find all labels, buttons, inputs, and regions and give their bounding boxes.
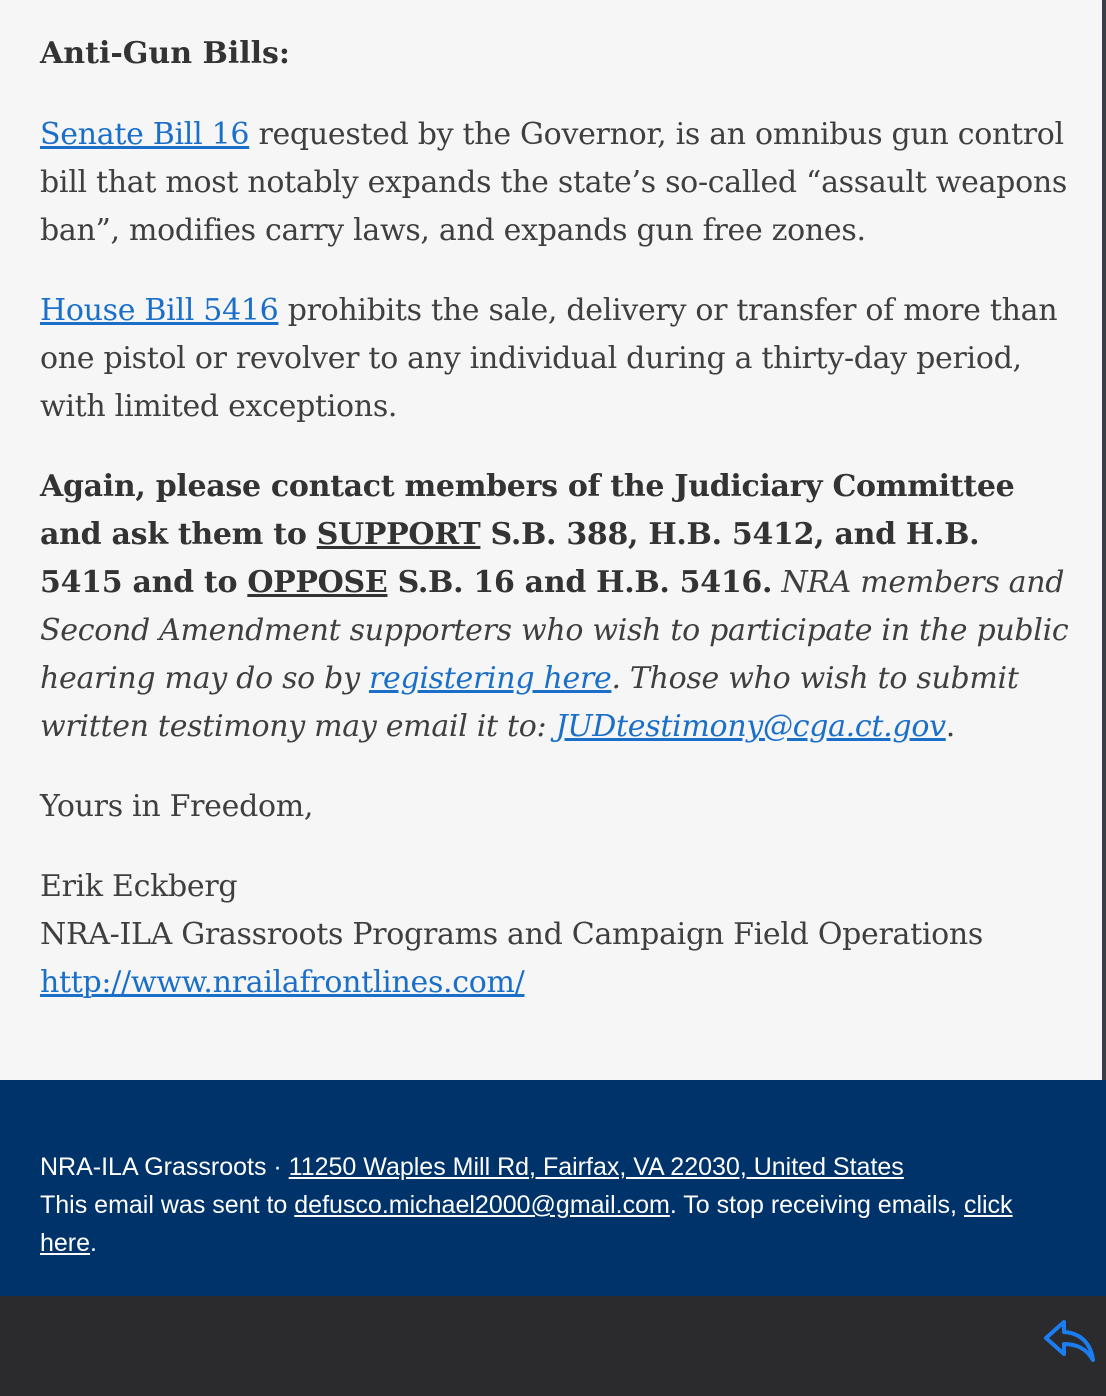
call-to-action-paragraph [40, 463, 1070, 751]
closing: Yours in Freedom, [40, 789, 314, 824]
footer-sent-line [40, 1186, 1066, 1262]
call-text-1: Again, please contact members of the Judiciary Committee and ask them to [40, 469, 1015, 552]
senate-bill-16-link[interactable]: Senate Bill 16 [40, 117, 250, 152]
senate-bill-16-paragraph [40, 111, 1070, 255]
email-footer [0, 1080, 1106, 1296]
testimony-text: . Those who wish to submit written testimony may email it to: [40, 661, 1019, 744]
scroll-edge [1102, 0, 1106, 1080]
footer-end: . [90, 1229, 97, 1257]
unsubscribe-link[interactable]: click here [40, 1191, 1013, 1257]
signature-block [40, 863, 1070, 1007]
footer-address-link[interactable]: 11250 Waples Mill Rd, Fairfax, VA 22030, United States [288, 1153, 904, 1181]
call-end: . [945, 709, 955, 744]
support-text: SUPPORT [316, 517, 481, 552]
testimony-email-link[interactable]: JUDtestimony@cga.ct.gov [555, 709, 946, 744]
footer-stop-text: . To stop receiving emails, [669, 1191, 964, 1219]
registering-here-link[interactable]: registering here [368, 661, 612, 696]
footer-org: NRA-ILA Grassroots · [40, 1153, 289, 1181]
call-text-3: S.B. 16 and H.B. 5416. [387, 565, 773, 600]
bottom-toolbar [0, 1296, 1106, 1396]
reply-button[interactable] [1042, 1316, 1098, 1368]
signature-name: Erik Eckberg [40, 869, 238, 904]
signature-title: NRA-ILA Grassroots Programs and Campaign Field Operations [40, 917, 984, 952]
hearing-text: NRA members and Second Amendment supporters who wish to participate in the public hearing may do so by [40, 565, 1069, 696]
call-text-2: S.B. 388, H.B. 5412, and H.B. 5415 and to [40, 517, 980, 600]
house-bill-5416-paragraph [40, 287, 1070, 431]
frontlines-url-link[interactable]: http://www.nrailafrontlines.com/ [40, 965, 525, 1000]
section-heading: Anti-Gun Bills: [40, 36, 290, 71]
reply-icon [1042, 1316, 1098, 1368]
house-bill-5416-text: prohibits the sale, delivery or transfer of more than one pistol or revolver to any individual during a thirty-day period, with limited exceptions. [40, 293, 1058, 424]
oppose-text: OPPOSE [247, 565, 388, 600]
footer-sent-prefix: This email was sent to [40, 1191, 295, 1219]
footer-address-line [40, 1148, 1066, 1186]
house-bill-5416-link[interactable]: House Bill 5416 [40, 293, 279, 328]
senate-bill-16-text: requested by the Governor, is an omnibus gun control bill that most notably expands the state’s so-called “assault weapons ban”, modifies carry laws, and expands gun free zones. [40, 117, 1067, 248]
recipient-email-link[interactable]: defusco.michael2000@gmail.com [294, 1191, 670, 1219]
